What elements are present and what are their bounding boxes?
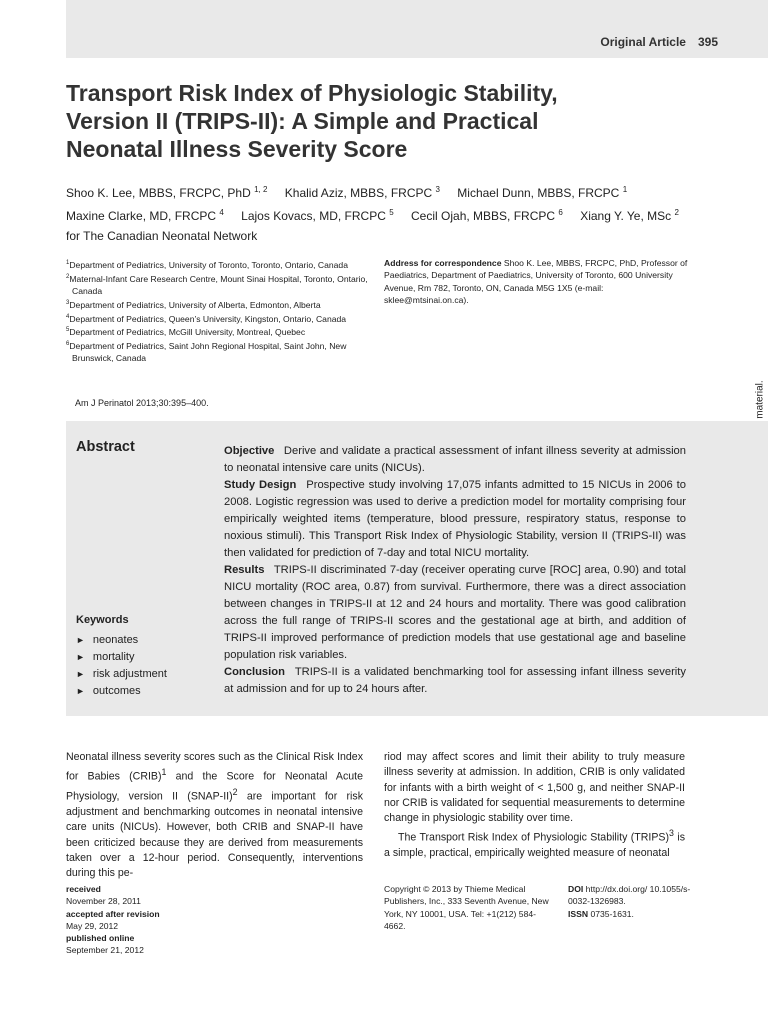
author: Lajos Kovacs, MD, FRCPC $^5$ bbox=[241, 208, 394, 223]
affiliation: $^3$Department of Pediatrics, University of Alberta, Edmonton, Alberta bbox=[66, 299, 321, 310]
affiliations bbox=[66, 257, 371, 364]
author: Shoo K. Lee, MBBS, FRCPC, PhD $^{1, 2}$ bbox=[66, 185, 268, 200]
body-paragraph: Neonatal illness severity scores such as the Clinical Risk Index for Babies (CRIB)$^1$ and the Score for Neonatal Acute Physiology, version II (SNAP-II)$^2$ are important for risk adjustment and benchmarking outcomes in neonatal intensive care units (NICUs). However, both CRIB and SNAP-II have been criticized because they are derived from measurements taken over a 12-hour period. Consequently, interventions during this pe- bbox=[66, 751, 363, 880]
header-bar bbox=[66, 0, 768, 58]
author-list bbox=[66, 180, 706, 246]
affiliation: $^6$Department of Pediatrics, Saint John Regional Hospital, Saint John, New Brunswick, Canada bbox=[66, 341, 347, 364]
keyword-list bbox=[76, 632, 167, 700]
abstract-section: Study Design Prospective study involving 17,075 infants admitted to 15 NICUs in 2006 to 2008. Logistic regression was used to derive a prediction model for mortality comprising four empirically weighted items (temperature, blood pressure, respiratory status, response to noxious stimuli). This Transport Risk Index of Physiologic Stability, version II (TRIPS-II) was then validated for prediction of 7-day and total NICU mortality. bbox=[224, 479, 686, 559]
affiliation: $^1$Department of Pediatrics, University of Toronto, Toronto, Ontario, Canada bbox=[66, 259, 348, 270]
journal-citation: Am J Perinatol 2013;30:395–400. bbox=[75, 398, 209, 408]
body-paragraph: riod may affect scores and limit their ability to truly measure illness severity at admission. In addition, CRIB is only validated for infants with a birth weight of < 1,500 g, and neither SNAP-II nor CRIB is validated for sequential measurements to determine change in physiologic stability over time. bbox=[384, 751, 685, 825]
doi-link[interactable]: http://dx.doi.org/ 10.1055/s-0032-1326983. bbox=[568, 884, 691, 907]
affiliation: $^2$Maternal-Infant Care Research Centre, Mount Sinai Hospital, Toronto, Ontario, Canada bbox=[66, 273, 368, 296]
author: Michael Dunn, MBBS, FRCPC $^1$ bbox=[457, 185, 628, 200]
keyword-item: ► mortality bbox=[76, 651, 135, 663]
network-credit: for The Canadian Neonatal Network bbox=[66, 229, 258, 243]
keywords-heading: Keywords bbox=[76, 614, 129, 626]
body-column-right bbox=[384, 750, 685, 862]
abstract-heading: Abstract bbox=[76, 439, 135, 455]
abstract-section: Conclusion TRIPS-II is a validated benchmarking tool for assessing infant illness severity at admission and for up to 24 hours after. bbox=[224, 666, 686, 695]
arrow-icon: ► bbox=[76, 669, 85, 679]
doi-issn: DOI http://dx.doi.org/ 10.1055/s-0032-1326983. ISSN 0735-1631. bbox=[568, 884, 691, 919]
arrow-icon: ► bbox=[76, 635, 85, 645]
affiliation: $^4$Department of Pediatrics, Queen’s University, Kingston, Ontario, Canada bbox=[66, 313, 347, 324]
affiliation: $^5$Department of Pediatrics, McGill University, Montreal, Quebec bbox=[66, 327, 306, 338]
keyword-item: ► risk adjustment bbox=[76, 668, 167, 680]
abstract-section: Objective Derive and validate a practical assessment of infant illness severity at admission to neonatal intensive care units (NICUs). bbox=[224, 445, 687, 474]
body-paragraph: The Transport Risk Index of Physiologic Stability (TRIPS)$^3$ is a simple, practical, empirically weighted measure of neonatal bbox=[384, 828, 685, 860]
article-title: Transport Risk Index of Physiologic Stability, Version II (TRIPS-II): A Simple and Practical Neonatal Illness Severity Score bbox=[66, 80, 558, 162]
author: Maxine Clarke, MD, FRCPC $^4$ bbox=[66, 208, 224, 223]
author: Khalid Aziz, MBBS, FRCPC $^3$ bbox=[284, 185, 440, 200]
keyword-item: ► outcomes bbox=[76, 685, 141, 697]
section-label: Original Article bbox=[600, 35, 686, 49]
page-number: 395 bbox=[697, 35, 718, 49]
abstract-section: Results TRIPS-II discriminated 7-day (receiver operating curve [ROC] area, 0.90) and total NICU mortality (ROC area, 0.87) from survival. Furthermore, there was a direct association between changes in TRIPS-II at 12 and 24 hours and mortality. There was good calibration across the full range of TRIPS-II scores and the gestational age at birth, and addition of TRIPS-II improved performance of prediction models that use gestational age and baseline population risk variables. bbox=[224, 564, 687, 661]
author: Cecil Ojah, MBBS, FRCPC $^6$ bbox=[411, 208, 563, 223]
copyright-notice: Copyright © 2013 by Thieme Medical Publishers, Inc., 333 Seventh Avenue, New York, NY 10001, USA. Tel: +1(212) 584-4662. bbox=[384, 884, 549, 931]
correspondence-address: Address for correspondence Shoo K. Lee, MBBS, FRCPC, PhD, Professor of Paediatrics, Department of Paediatrics, University of Toronto, 600 University Avenue, Rm 782, Toronto, ON, Canada M5G 1X5 (e-mail: sklee@mtsinai.on.ca). bbox=[384, 258, 688, 306]
arrow-icon: ► bbox=[76, 686, 85, 696]
abstract-text bbox=[224, 443, 686, 698]
keyword-item: ► neonates bbox=[76, 634, 139, 646]
body-column-left bbox=[66, 750, 363, 881]
arrow-icon: ► bbox=[76, 652, 85, 662]
article-dates: received November 28, 2011 accepted after revision May 29, 2012 published online September 21, 2012 bbox=[66, 884, 160, 956]
author: Xiang Y. Ye, MSc $^2$ bbox=[580, 208, 679, 223]
running-header bbox=[600, 35, 718, 49]
